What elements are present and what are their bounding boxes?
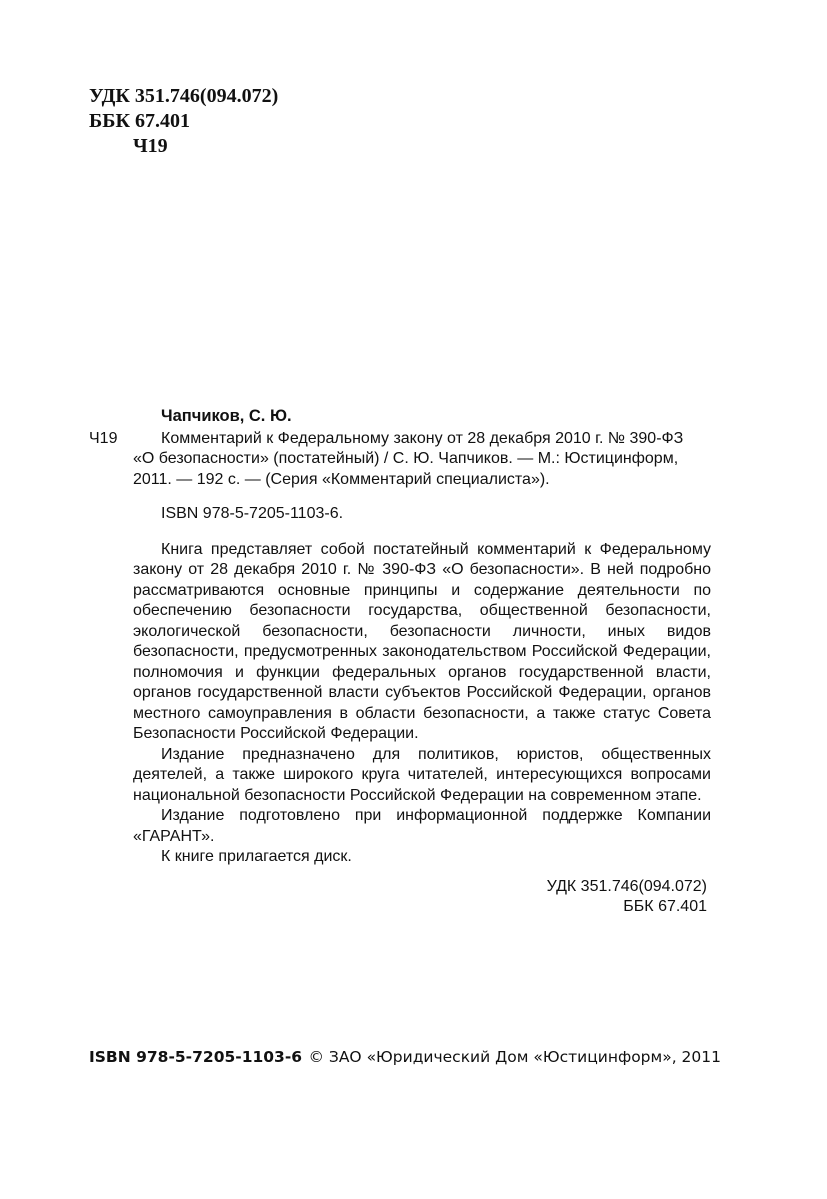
description-line-1: Комментарий к Федеральному закону от 28 декабря 2010 г. № 390-ФЗ bbox=[161, 429, 684, 447]
annotation-paragraph-2: Издание предназначено для политиков, юристов, общественных деятелей, а также широкого круга читателей, интересующихся вопросами национальной безопасности Российской Федерации на современном этапе. bbox=[133, 745, 711, 804]
udk-code: УДК 351.746(094.072) bbox=[89, 85, 279, 107]
footer-isbn: ISBN 978-5-7205-1103-6 bbox=[89, 1048, 303, 1066]
annotation-paragraph-3: Издание подготовлено при информационной поддержке Компании «ГАРАНТ». bbox=[133, 807, 711, 845]
footer bbox=[89, 1048, 721, 1066]
description-line-2: «О безопасности» (постатейный) / С. Ю. Чапчиков. — М.: Юстицинформ, bbox=[133, 450, 679, 467]
description-line-3: 2011. — 192 с. — (Серия «Комментарий специалиста»). bbox=[133, 470, 550, 488]
bbk-code: ББК 67.401 bbox=[89, 110, 190, 132]
annotation-paragraph-1: Книга представляет собой постатейный комментарий к Федеральному закону от 28 декабря 2010 г. № 390-ФЗ «О безопасности». В ней подробно рассматриваются основные принципы и содержание деятельности по обеспечению безопасности государства, общественной безопасности, экологической безопасности, безопасности личности, иных видов безопасности, предусмотренных законодательством Российской Федерации, полномочия и функции федеральных органов государственной власти, органов государственной власти субъектов Российской Федерации, органов местного самоуправления в области безопасности, а также статус Совета Безопасности Российской Федерации. bbox=[133, 540, 711, 742]
author-code: Ч19 bbox=[89, 429, 118, 447]
bibliographic-description bbox=[89, 429, 711, 491]
annotation bbox=[89, 540, 711, 918]
bibliographic-entry bbox=[89, 406, 711, 918]
copyright-notice: © ЗАО «Юридический Дом «Юстицинформ», 2011 bbox=[308, 1048, 721, 1066]
udc-classification-header bbox=[89, 84, 278, 159]
classification-codes bbox=[133, 877, 711, 918]
classification-bbk: ББК 67.401 bbox=[623, 898, 707, 915]
annotation-paragraph-4: К книге прилагается диск. bbox=[161, 848, 352, 865]
classification-udk: УДК 351.746(094.072) bbox=[546, 877, 707, 895]
isbn-entry: ISBN 978-5-7205-1103-6. bbox=[161, 505, 344, 522]
author-name: Чапчиков, С. Ю. bbox=[161, 407, 292, 425]
author-mark: Ч19 bbox=[133, 135, 168, 157]
